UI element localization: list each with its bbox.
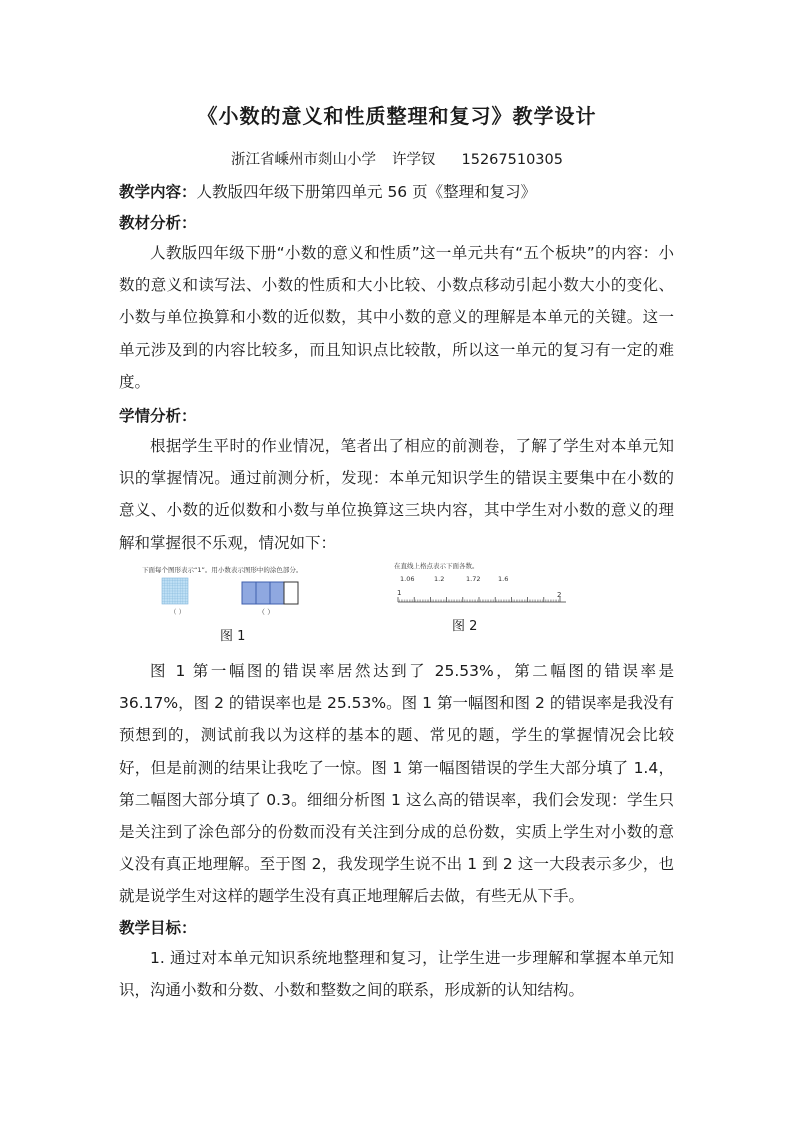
student-analysis-heading: 学情分析： bbox=[119, 407, 197, 425]
goals-heading: 教学目标： bbox=[119, 919, 197, 937]
analysis-paragraph: 图 1 第一幅图的错误率居然达到了 25.53%，第二幅图的错误率是 36.17%，图 2 的错误率也是 25.53%。图 1 第一幅图和图 2 的错误率是我没有预想到的，测试前我以为这样的基本的题、常见的题，学生的掌握情况会比较好，但是前测的结果让我吃了一惊。图 1 第一幅图错误的学生大部分填了 1.4，第二幅图大部分填了 0.3。细细分析图 1 这么高的错误率，我们会发现：学生只是关注到了涂色部分的份数而没有关注到分成的总份数，实质上学生对小数的意义没有真正地理解。至于图 2，我发现学生说不出 1 到 2 这一大段表示多少，也就是说学生对这样的题学生没有真正地理解后去做，有些无从下手。 bbox=[119, 662, 674, 906]
author-phone: 15267510305 bbox=[461, 152, 563, 168]
number-2: 1.2 bbox=[434, 575, 445, 583]
bar-part-shaded-1 bbox=[242, 582, 256, 604]
author-name: 许学钗 bbox=[392, 152, 436, 168]
author-line bbox=[0, 148, 794, 169]
teaching-content bbox=[119, 180, 679, 202]
number-1: 1.06 bbox=[400, 575, 415, 583]
student-analysis-paragraph: 根据学生平时的作业情况，笔者出了相应的前测卷，了解了学生对本单元知识的掌握情况。通过前测分析，发现：本单元知识学生的错误主要集中在小数的意义、小数的近似数和小数与单位换算这三块内容，其中学生对小数的意义的理解和掌握很不乐观，情况如下： bbox=[119, 437, 674, 552]
number-3: 1.72 bbox=[466, 575, 481, 583]
figure-1-blank-2: （ ） bbox=[258, 608, 275, 616]
figure-2 bbox=[390, 560, 580, 612]
figure-1-instruction: 下面每个图形表示“1”。用小数表示图形中的涂色部分。 bbox=[142, 566, 303, 574]
author-school: 浙江省嵊州市剡山小学 bbox=[231, 152, 376, 168]
axis-label-end: 2 bbox=[557, 591, 562, 599]
bar-part-shaded-2 bbox=[256, 582, 270, 604]
material-analysis-heading: 教材分析： bbox=[119, 214, 197, 232]
material-analysis-paragraph: 人教版四年级下册“小数的意义和性质”这一单元共有“五个板块”的内容：小数的意义和读写法、小数的性质和大小比较、小数点移动引起小数大小的变化、小数与单位换算和小数的近似数，其中小数的意义的理解是本单元的关键。这一单元涉及到的内容比较多，而且知识点比较散，所以这一单元的复习有一定的难度。 bbox=[119, 244, 674, 391]
goals-item-1: 1. 通过对本单元知识系统地整理和复习，让学生进一步理解和掌握本单元知识，沟通小数和分数、小数和整数之间的联系，形成新的认知结构。 bbox=[119, 949, 674, 1000]
axis-label-start: 1 bbox=[397, 589, 402, 597]
figure-1-blank-1: （ ） bbox=[170, 608, 186, 616]
decimal-grid bbox=[162, 578, 188, 604]
bar-part-empty bbox=[284, 582, 298, 604]
figure-1 bbox=[140, 562, 350, 628]
page-title: 《小数的意义和性质整理和复习》教学设计 bbox=[197, 104, 597, 128]
number-4: 1.6 bbox=[498, 575, 509, 583]
bar-part-shaded-3 bbox=[270, 582, 284, 604]
teaching-content-label: 教学内容： bbox=[119, 183, 197, 201]
figure-2-instruction: 在直线上格点表示下面各数。 bbox=[394, 562, 479, 570]
teaching-content-text: 人教版四年级下册第四单元 56 页《整理和复习》 bbox=[196, 183, 537, 201]
fraction-bar bbox=[242, 582, 298, 604]
figure-1-caption: 图 1 bbox=[220, 629, 246, 644]
figure-2-caption: 图 2 bbox=[452, 619, 478, 634]
number-line bbox=[398, 597, 566, 602]
